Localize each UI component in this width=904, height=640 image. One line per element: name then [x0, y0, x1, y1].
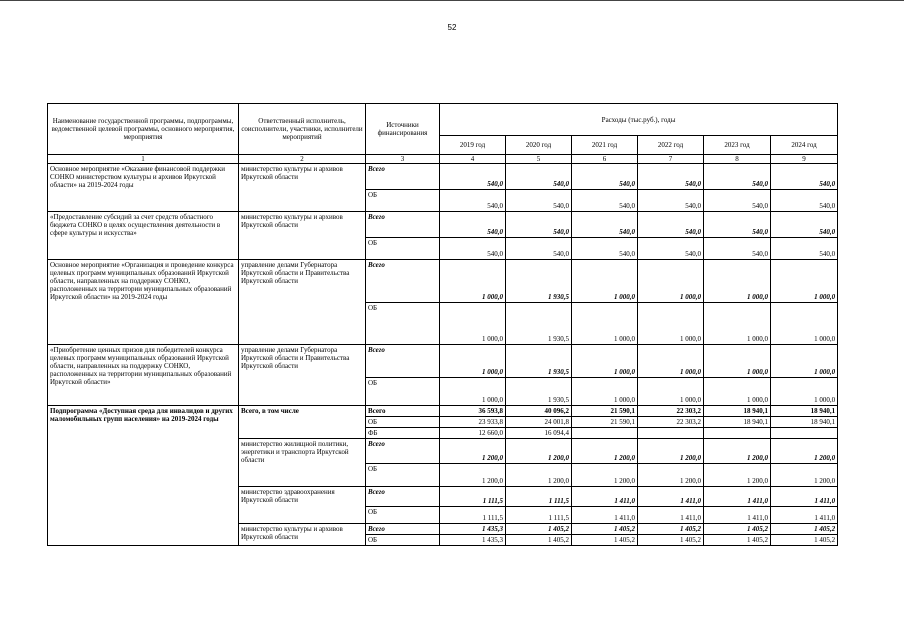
executor-name: министерство культуры и архивов Иркутской области — [239, 164, 366, 212]
expense-value: 540,0 — [572, 212, 638, 238]
expense-value: 540,0 — [440, 238, 506, 260]
funding-source: ОБ — [366, 464, 440, 487]
column-index: 3 — [366, 155, 440, 164]
expense-value: 1 930,5 — [506, 345, 572, 378]
expense-value: 1 000,0 — [771, 303, 838, 345]
expense-value: 1 411,0 — [771, 487, 838, 507]
expense-value: 1 435,3 — [440, 535, 506, 546]
expense-value: 1 405,2 — [572, 524, 638, 535]
expense-value: 1 000,0 — [572, 260, 638, 303]
expense-value: 540,0 — [638, 212, 704, 238]
expense-value: 16 094,4 — [506, 428, 572, 439]
expense-value: 24 001,8 — [506, 417, 572, 428]
expense-value: 1 000,0 — [440, 303, 506, 345]
funding-source: Всего — [366, 345, 440, 378]
expense-value: 1 200,0 — [704, 439, 771, 464]
expense-value: 22 303,2 — [638, 406, 704, 417]
measure-name: Основное мероприятие «Организация и проведение конкурса целевых программ муниципальных образований Иркутской области, направленных на поддержку СОНКО, расположенных на территории муниципальных образований Иркутской области» на 2019-2024 годы — [48, 260, 239, 345]
expense-value: 540,0 — [771, 190, 838, 212]
expense-value: 540,0 — [572, 190, 638, 212]
expense-value: 1 000,0 — [638, 378, 704, 406]
expense-value: 22 303,2 — [638, 417, 704, 428]
column-index: 9 — [771, 155, 838, 164]
expense-value: 540,0 — [704, 164, 771, 190]
year-header: 2019 год — [440, 136, 506, 155]
expense-value: 1 000,0 — [771, 345, 838, 378]
expense-value: 1 000,0 — [771, 378, 838, 406]
funding-source: ФБ — [366, 428, 440, 439]
expense-value: 1 200,0 — [771, 464, 838, 487]
expense-value: 1 200,0 — [638, 439, 704, 464]
expense-value: 1 411,0 — [704, 487, 771, 507]
expense-value: 540,0 — [638, 238, 704, 260]
column-index: 4 — [440, 155, 506, 164]
header-name: Наименование государственной программы, подпрограммы, ведомственной целевой программы, основного мероприятия, мероприятия — [48, 104, 239, 155]
expense-value: 540,0 — [506, 238, 572, 260]
funding-source: ОБ — [366, 190, 440, 212]
year-header: 2023 год — [704, 136, 771, 155]
expense-value: 1 200,0 — [506, 439, 572, 464]
expense-value: 21 590,1 — [572, 406, 638, 417]
year-header: 2021 год — [572, 136, 638, 155]
expense-value: 1 000,0 — [704, 345, 771, 378]
expense-value: 540,0 — [440, 164, 506, 190]
expense-value: 1 411,0 — [572, 507, 638, 524]
expense-value: 1 405,2 — [771, 535, 838, 546]
expense-value: 540,0 — [440, 190, 506, 212]
expense-value: 1 411,0 — [638, 507, 704, 524]
funding-source: ОБ — [366, 507, 440, 524]
column-index: 8 — [704, 155, 771, 164]
funding-source: Всего — [366, 406, 440, 417]
expense-value: 1 405,2 — [771, 524, 838, 535]
expense-value: 12 660,0 — [440, 428, 506, 439]
column-index: 7 — [638, 155, 704, 164]
expense-value: 1 111,5 — [506, 487, 572, 507]
funding-source: Всего — [366, 212, 440, 238]
expense-value: 1 111,5 — [440, 487, 506, 507]
executor-name: управление делами Губернатора Иркутской области и Правительства Иркутской области — [239, 260, 366, 345]
page-number: 52 — [447, 23, 457, 32]
expense-value: 1 411,0 — [572, 487, 638, 507]
expense-value: 540,0 — [506, 212, 572, 238]
expense-value: 540,0 — [440, 212, 506, 238]
expense-value: 1 000,0 — [638, 303, 704, 345]
measure-name: «Приобретение ценных призов для победителей конкурса целевых программ муниципальных образований Иркутской области, направленных на поддержку СОНКО, расположенных на территории муниципальных образований Иркутской области» — [48, 345, 239, 406]
expense-value: 1 200,0 — [704, 464, 771, 487]
expense-value: 23 933,8 — [440, 417, 506, 428]
expense-value: 540,0 — [704, 238, 771, 260]
expense-value: 540,0 — [506, 190, 572, 212]
expense-value — [572, 428, 638, 439]
expense-value: 1 111,5 — [506, 507, 572, 524]
expense-value: 1 930,5 — [506, 303, 572, 345]
expense-value — [771, 428, 838, 439]
expense-value: 1 405,2 — [572, 535, 638, 546]
expense-value: 1 111,5 — [440, 507, 506, 524]
expense-value: 18 940,1 — [771, 417, 838, 428]
expense-value: 1 411,0 — [638, 487, 704, 507]
header-expenses: Расходы (тыс.руб.), годы — [440, 104, 838, 136]
expense-value: 1 000,0 — [440, 378, 506, 406]
expense-value: 40 096,2 — [506, 406, 572, 417]
expense-value: 1 200,0 — [440, 464, 506, 487]
expense-value: 1 930,5 — [506, 260, 572, 303]
year-header: 2022 год — [638, 136, 704, 155]
expense-value: 1 000,0 — [704, 378, 771, 406]
column-index: 1 — [48, 155, 239, 164]
expense-value: 540,0 — [638, 164, 704, 190]
expense-value: 1 000,0 — [704, 260, 771, 303]
expense-value: 1 000,0 — [704, 303, 771, 345]
expense-value: 1 405,2 — [506, 524, 572, 535]
expense-value: 1 000,0 — [638, 260, 704, 303]
expense-value: 1 000,0 — [440, 260, 506, 303]
funding-source: Всего — [366, 164, 440, 190]
expense-value: 540,0 — [638, 190, 704, 212]
column-index: 6 — [572, 155, 638, 164]
column-index: 5 — [506, 155, 572, 164]
expense-value: 36 593,8 — [440, 406, 506, 417]
executor-name: управление делами Губернатора Иркутской области и Правительства Иркутской области — [239, 345, 366, 406]
expense-value: 1 200,0 — [771, 439, 838, 464]
expense-value: 1 411,0 — [704, 507, 771, 524]
expense-value: 18 940,1 — [704, 417, 771, 428]
expense-value: 1 000,0 — [572, 378, 638, 406]
year-header: 2020 год — [506, 136, 572, 155]
expense-value: 1 200,0 — [440, 439, 506, 464]
expense-value — [638, 428, 704, 439]
expense-value: 540,0 — [771, 164, 838, 190]
measure-name: Основное мероприятие «Оказание финансовой поддержки СОНКО министерством культуры и архивов Иркутской области» на 2019-2024 годы — [48, 164, 239, 212]
expense-value: 18 940,1 — [704, 406, 771, 417]
expense-value: 540,0 — [572, 164, 638, 190]
column-index: 2 — [239, 155, 366, 164]
expense-value: 1 405,2 — [638, 524, 704, 535]
expense-value: 1 000,0 — [638, 345, 704, 378]
financing-table — [47, 103, 838, 546]
expense-value: 1 000,0 — [440, 345, 506, 378]
expense-value: 1 000,0 — [572, 345, 638, 378]
expense-value: 18 940,1 — [771, 406, 838, 417]
expense-value: 540,0 — [704, 190, 771, 212]
expense-value — [704, 428, 771, 439]
expense-value: 1 200,0 — [572, 464, 638, 487]
expense-value: 1 405,2 — [638, 535, 704, 546]
funding-source: ОБ — [366, 378, 440, 406]
expense-value: 540,0 — [506, 164, 572, 190]
subprogram-total-executor: Всего, в том числе — [239, 406, 366, 439]
funding-source: Всего — [366, 487, 440, 507]
expense-value: 540,0 — [704, 212, 771, 238]
expense-value: 1 000,0 — [771, 260, 838, 303]
expense-value: 1 411,0 — [771, 507, 838, 524]
expense-value: 540,0 — [771, 212, 838, 238]
funding-source: ОБ — [366, 238, 440, 260]
executor-name: министерство культуры и архивов Иркутской области — [239, 212, 366, 260]
expense-value: 1 200,0 — [506, 464, 572, 487]
funding-source: Всего — [366, 260, 440, 303]
expense-value: 1 435,3 — [440, 524, 506, 535]
funding-source: ОБ — [366, 303, 440, 345]
funding-source: ОБ — [366, 535, 440, 546]
year-header: 2024 год — [771, 136, 838, 155]
expense-value: 540,0 — [572, 238, 638, 260]
executor-name: министерство культуры и архивов Иркутской области — [239, 524, 366, 546]
expense-value: 1 200,0 — [638, 464, 704, 487]
expense-value: 1 200,0 — [572, 439, 638, 464]
expense-value: 1 000,0 — [572, 303, 638, 345]
expense-value: 540,0 — [771, 238, 838, 260]
funding-source: ОБ — [366, 417, 440, 428]
expense-value: 1 405,2 — [704, 524, 771, 535]
expense-value: 1 405,2 — [704, 535, 771, 546]
header-source: Источники финансирования — [366, 104, 440, 155]
expense-value: 21 590,1 — [572, 417, 638, 428]
funding-source: Всего — [366, 524, 440, 535]
expense-value: 1 930,5 — [506, 378, 572, 406]
measure-name: «Предоставление субсидий за счет средств областного бюджета СОНКО в целях осуществления деятельности в сфере культуры и искусства» — [48, 212, 239, 260]
page-top-border — [0, 0, 904, 1]
executor-name: министерство здравоохранения Иркутской области — [239, 487, 366, 524]
subprogram-name: Подпрограмма «Доступная среда для инвалидов и других маломобильных групп населения» на 2019-2024 годы — [48, 406, 239, 546]
header-executor: Ответственный исполнитель, соисполнители, участники, исполнители мероприятий — [239, 104, 366, 155]
executor-name: министерство жилищной политики, энергетики и транспорта Иркутской области — [239, 439, 366, 487]
funding-source: Всего — [366, 439, 440, 464]
expense-value: 1 405,2 — [506, 535, 572, 546]
